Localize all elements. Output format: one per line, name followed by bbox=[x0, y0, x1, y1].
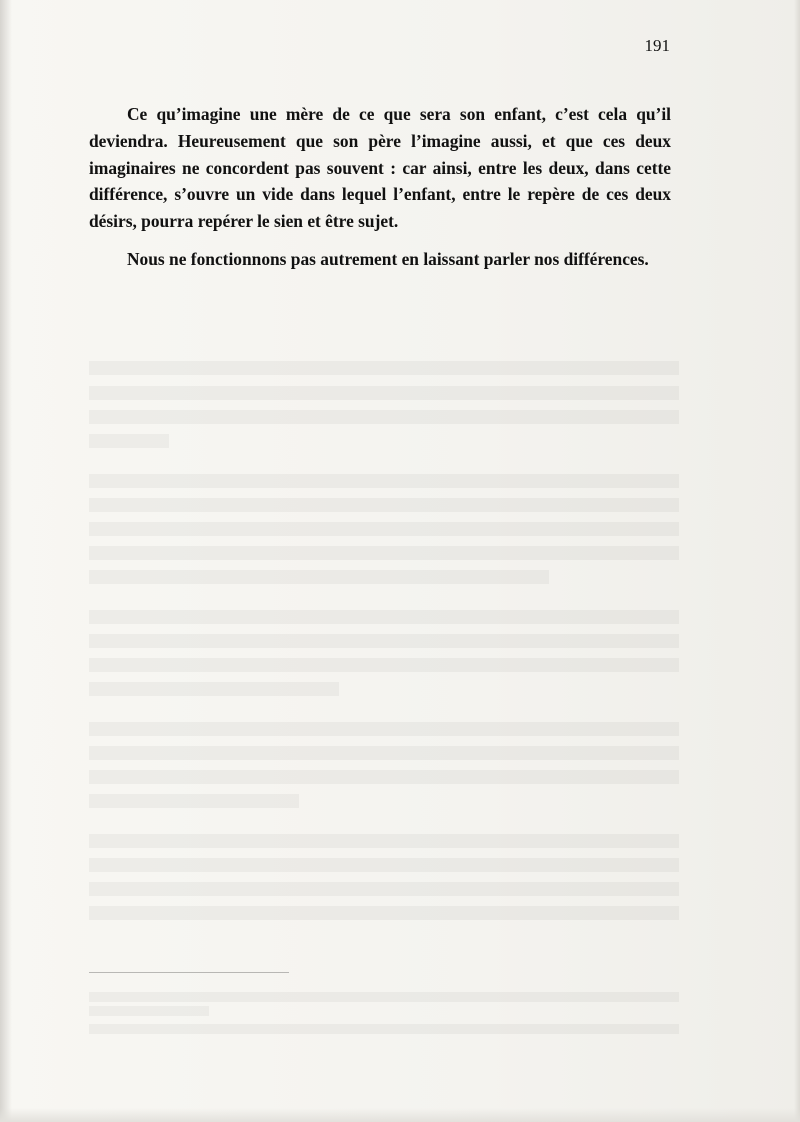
show-through-line bbox=[89, 906, 679, 920]
show-through-line bbox=[89, 834, 679, 848]
page-bottom-shadow bbox=[0, 1108, 800, 1122]
show-through-line bbox=[89, 361, 679, 375]
body-paragraph-2: Nous ne fonctionnons pas autrement en laissant parler nos différences. bbox=[127, 249, 649, 269]
show-through-line bbox=[89, 610, 679, 624]
show-through-line bbox=[89, 746, 679, 760]
show-through-line bbox=[89, 474, 679, 488]
show-through-line bbox=[89, 434, 169, 448]
show-through-line bbox=[89, 794, 299, 808]
show-through-line bbox=[89, 722, 679, 736]
show-through-line bbox=[89, 770, 679, 784]
show-through-line bbox=[89, 634, 679, 648]
show-through-line bbox=[89, 546, 679, 560]
show-through-line bbox=[89, 992, 679, 1002]
show-through-line bbox=[89, 658, 679, 672]
body-paragraph-1: Ce qu’imagine une mère de ce que sera son enfant, c’est cela qu’il deviendra. Heureusement que son père l’imagine aussi, et que ces deux imaginaires ne concordent pas souvent : car ainsi, entre les deux, dans cette différence, s’ouvre un vide dans lequel l’enfant, entre le repère de ces deux désirs, pourra repérer le sien et être sujet. bbox=[89, 104, 671, 232]
page-number: 191 bbox=[644, 36, 670, 55]
show-through-footnote-rule bbox=[89, 972, 289, 973]
show-through-line bbox=[89, 386, 679, 400]
show-through-line bbox=[89, 570, 549, 584]
show-through-line bbox=[89, 522, 679, 536]
show-through-line bbox=[89, 858, 679, 872]
show-through-line bbox=[89, 1006, 209, 1016]
show-through-line bbox=[89, 682, 339, 696]
show-through-line bbox=[89, 410, 679, 424]
page-left-edge-shadow bbox=[0, 0, 12, 1122]
page-right-edge-shadow bbox=[794, 0, 800, 1122]
show-through-line bbox=[89, 882, 679, 896]
show-through-line bbox=[89, 1024, 679, 1034]
show-through-line bbox=[89, 498, 679, 512]
